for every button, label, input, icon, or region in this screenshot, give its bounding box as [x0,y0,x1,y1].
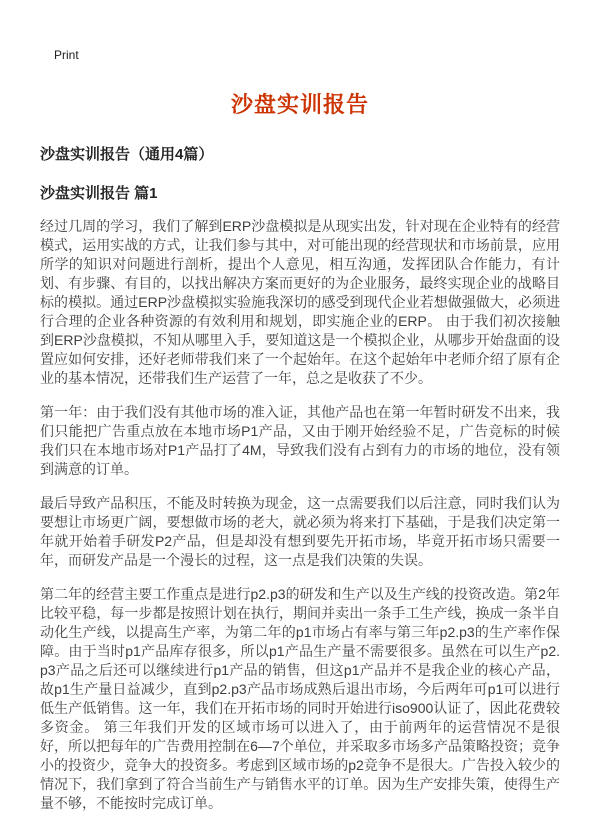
paragraph-intro: 经过几周的学习，我们了解到ERP沙盘模拟是从现实出发，针对现在企业特有的经营模式，运用实战的方式，让我们参与其中，对可能出现的经营现状和市场前景，应用所学的知识对问题进行剖析，提出个人意见，相互沟通，发挥团队合作能力，有计划、有步骤、有目的，以找出解决方案而更好的为企业服务，最终实现企业的战略目标的模拟。通过ERP沙盘模拟实验施我深切的感受到现代企业若想做强做大，必须进行合理的企业各种资源的有效利用和规划，即实施企业的ERP。 由于我们初次接触到ERP沙盘模拟，不知从哪里入手，要知道这是一个模拟企业，从哪步开始盘面的设置应如何安排，还好老师带我们来了一个起始年。在这个起始年中老师介绍了原有企业的基本情况，还带我们生产运营了一年，总之是收获了不少。 [40,218,560,386]
document-subtitle: 沙盘实训报告（通用4篇） [40,146,214,163]
section-heading: 沙盘实训报告 篇1 [40,185,158,202]
paragraph-year-one: 第一年：由于我们没有其他市场的准入证，其他产品也在第一年暂时研发不出来，我们只能把广告重点放在本地市场P1产品，又由于刚开始经验不足，广告竞标的时候我们只在本地市场对P1产品打了4M，导致我们没有占到有力的市场的地位，没有领到满意的订单。 [40,404,560,477]
paragraph-year-two-three: 第二年的经营主要工作重点是进行p2.p3的研发和生产以及生产线的投资改造。第2年比较平稳，每一步都是按照计划在执行，期间并卖出一条手工生产线，换成一条半自动化生产线，以提高生产率，为第二年的p1市场占有率与第三年p2.p3的生产率作保障。由于当时p1产品库存很多，所以p1产品生产量不需要很多。虽然在可以生产p2.p3产品之后还可以继续进行p1产品的销售，但这p1产品并不是我企业的核心产品，故p1生产量日益减少，直到p2.p3产品市场成熟后退出市场，今后两年可p1可以进行低生产低销售。这一年，我们在开拓市场的同时开始进行iso900认证了，因此花费较多资金。 第三年我们开发的区域市场可以进入了，由于前两年的运营情况不是很好，所以把每年的广告费用控制在6—7个单位，并采取多市场多产品策略投资；竞争小的投资少，竞争大的投资多。考虑到区域市场的p2竞争不是很大。广告投入较少的情况下，我们拿到了符合当前生产与销售水平的订单。因为生产安排失策，使得生产量不够，不能按时完成订单。 [40,586,560,811]
paragraph-lessons: 最后导致产品积压，不能及时转换为现金，这一点需要我们以后注意，同时我们认为要想让市场更广阔，要想做市场的老大，就必须为将来打下基础，于是我们决定第一年就开始着手研发P2产品，但是却没有想到要先开拓市场，毕竟开拓市场只需要一年，而研发产品是一个漫长的过程，这一点是我们决策的失误。 [40,495,560,568]
page-title: 沙盘实训报告 [230,92,369,117]
print-link[interactable]: Print [54,48,79,62]
